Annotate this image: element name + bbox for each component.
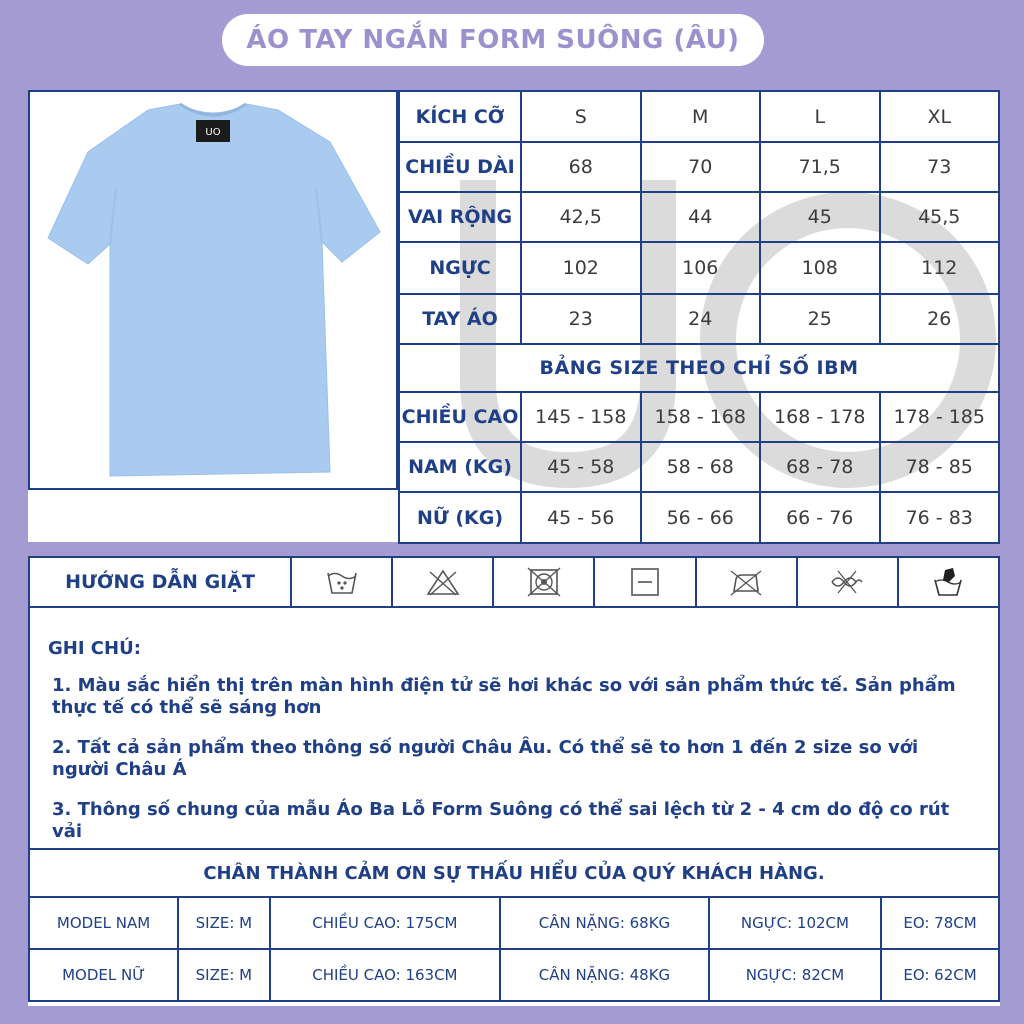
ibm-cell: 178 - 185	[880, 392, 1000, 442]
model-male-label: MODEL NAM	[29, 897, 178, 949]
size-header-s: S	[521, 91, 641, 142]
model-male-chest: NGỰC: 102CM	[709, 897, 881, 949]
hand-wash-icon	[899, 558, 998, 606]
ibm-cell: 168 - 178	[760, 392, 880, 442]
ibm-cell: 145 - 158	[521, 392, 641, 442]
no-bleach-icon	[393, 558, 494, 606]
tag-text: UO	[205, 127, 221, 138]
size-cell: 45	[760, 192, 880, 242]
ibm-label-height: CHIỀU CAO	[399, 392, 521, 442]
ibm-label-male: NAM (KG)	[399, 442, 521, 492]
ibm-cell: 76 - 83	[880, 492, 1000, 543]
size-cell: 68	[521, 142, 641, 192]
no-wring-icon	[798, 558, 899, 606]
size-cell: 44	[641, 192, 761, 242]
no-tumble-dry-icon	[494, 558, 595, 606]
row-label-chest: NGỰC	[399, 242, 521, 294]
product-photo	[28, 90, 398, 490]
iron-low-icon	[697, 558, 798, 606]
wash-instructions-row	[28, 556, 1000, 608]
tshirt-icon	[30, 92, 396, 488]
size-cell: 102	[521, 242, 641, 294]
note-item-1: 1. Màu sắc hiển thị trên màn hình điện tử sẽ hơi khác so với sản phẩm thức tế. Sản phẩm thực tế có thể sẽ sáng hơn	[52, 675, 956, 718]
dry-flat-icon	[595, 558, 696, 606]
wash-30-icon	[292, 558, 393, 606]
row-label-shoulder: VAI RỘNG	[399, 192, 521, 242]
size-cell: 108	[760, 242, 880, 294]
model-female-waist: EO: 62CM	[881, 949, 999, 1001]
model-female-label: MODEL NỮ	[29, 949, 178, 1001]
ibm-cell: 58 - 68	[641, 442, 761, 492]
ibm-cell: 66 - 76	[760, 492, 880, 543]
size-cell: 25	[760, 294, 880, 344]
model-female-weight: CÂN NẶNG: 48KG	[500, 949, 709, 1001]
note-item-3: 3. Thông số chung của mẫu Áo Ba Lỗ Form Suông có thể sai lệch từ 2 - 4 cm do độ co rút vải	[52, 799, 950, 842]
size-cell: 112	[880, 242, 1000, 294]
thanks-message: CHÂN THÀNH CẢM ƠN SỰ THẤU HIỂU CỦA QUÝ KHÁCH HÀNG.	[28, 850, 1000, 898]
notes-title: GHI CHÚ:	[48, 638, 141, 659]
size-table	[398, 90, 1000, 544]
ibm-cell: 56 - 66	[641, 492, 761, 543]
size-cell: 71,5	[760, 142, 880, 192]
ibm-cell: 68 - 78	[760, 442, 880, 492]
size-cell: 106	[641, 242, 761, 294]
model-female-chest: NGỰC: 82CM	[709, 949, 881, 1001]
size-header-m: M	[641, 91, 761, 142]
model-female-size: SIZE: M	[178, 949, 269, 1001]
size-chart-panel	[28, 90, 1000, 542]
size-cell: 73	[880, 142, 1000, 192]
size-header-xl: XL	[880, 91, 1000, 142]
care-panel	[28, 556, 1000, 902]
size-cell: 24	[641, 294, 761, 344]
size-cell: 23	[521, 294, 641, 344]
row-label-sleeve: TAY ÁO	[399, 294, 521, 344]
size-header-l: L	[760, 91, 880, 142]
size-cell: 42,5	[521, 192, 641, 242]
model-male-weight: CÂN NẶNG: 68KG	[500, 897, 709, 949]
model-male-size: SIZE: M	[178, 897, 269, 949]
ibm-cell: 158 - 168	[641, 392, 761, 442]
page-title: ÁO TAY NGẮN FORM SUÔNG (ÂU)	[222, 14, 764, 66]
model-info-panel	[28, 896, 1000, 1006]
ibm-cell: 45 - 58	[521, 442, 641, 492]
model-male-waist: EO: 78CM	[881, 897, 999, 949]
ibm-cell: 78 - 85	[880, 442, 1000, 492]
ibm-table-title: BẢNG SIZE THEO CHỈ SỐ IBM	[399, 344, 999, 392]
ibm-label-female: NỮ (KG)	[399, 492, 521, 543]
model-table	[28, 896, 1000, 1002]
size-cell: 26	[880, 294, 1000, 344]
row-label-length: CHIỀU DÀI	[399, 142, 521, 192]
wash-label: HƯỚNG DẪN GIẶT	[30, 558, 292, 606]
model-female-height: CHIỀU CAO: 163CM	[270, 949, 500, 1001]
note-item-2: 2. Tất cả sản phẩm theo thông số người Châu Âu. Có thể sẽ to hơn 1 đến 2 size so với người Châu Á	[52, 737, 919, 780]
size-cell: 70	[641, 142, 761, 192]
notes-section	[28, 606, 1000, 850]
model-male-height: CHIỀU CAO: 175CM	[270, 897, 500, 949]
size-header-label: KÍCH CỠ	[399, 91, 521, 142]
ibm-cell: 45 - 56	[521, 492, 641, 543]
size-cell: 45,5	[880, 192, 1000, 242]
